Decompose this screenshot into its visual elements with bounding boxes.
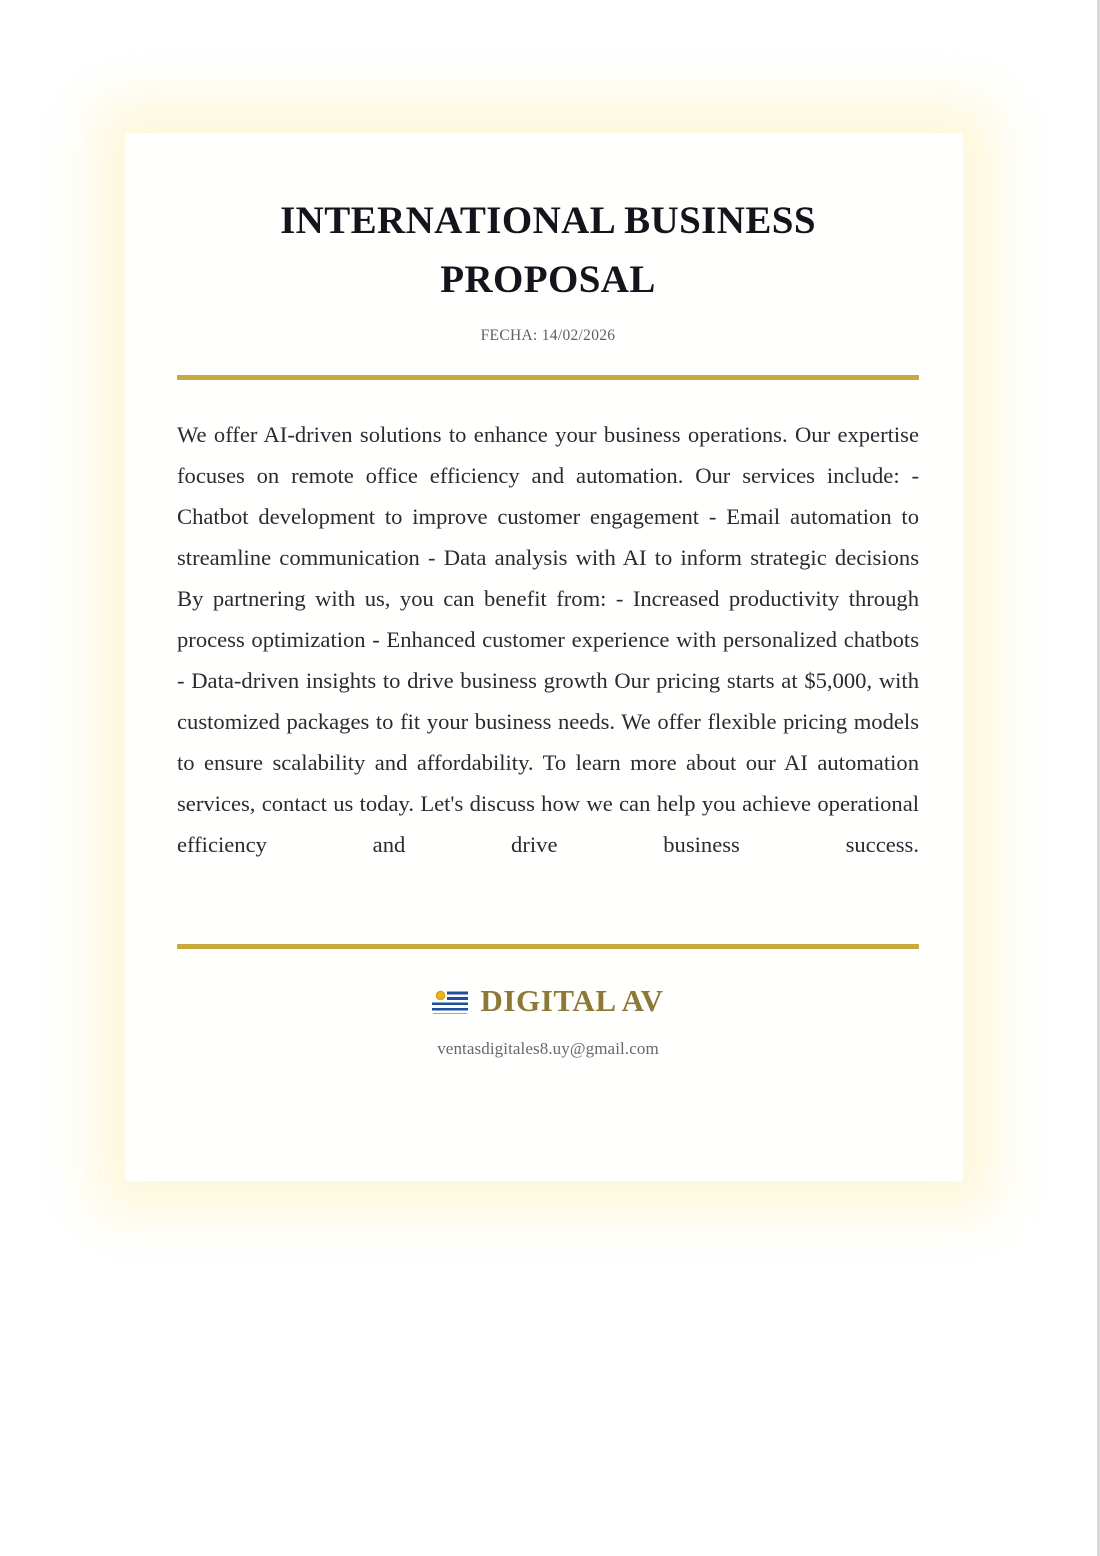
divider-bottom	[177, 944, 919, 949]
document-date: FECHA: 14/02/2026	[480, 327, 616, 344]
brand-name: DIGITAL AV	[480, 983, 664, 1018]
document-footer	[177, 983, 919, 1059]
contact-email[interactable]: ventasdigitales8.uy@gmail.com	[437, 1039, 659, 1058]
divider-top	[177, 375, 919, 380]
document-page	[125, 133, 963, 1181]
uruguay-flag-icon	[432, 989, 468, 1014]
page-title: INTERNATIONAL BUSINESS PROPOSAL	[280, 199, 816, 301]
proposal-body-text: We offer AI-driven solutions to enhance your business operations. Our expertise focuses on remote office efficiency and automation. Our services include: - Chatbot development to improve customer engagement - Email automation to streamline communication - Data analysis with AI to inform strategic decisions By partnering with us, you can benefit from: - Increased productivity through process optimization - Enhanced customer experience with personalized chatbots - Data-driven insights to drive business growth Our pricing starts at $5,000, with customized packages to fit your business needs. We offer flexible pricing models to ensure scalability and affordability. To learn more about our AI automation services, contact us today. Let's discuss how we can help you achieve operational efficiency and drive business success.	[177, 422, 919, 857]
brand-lockup	[432, 983, 663, 1019]
document-content	[177, 133, 919, 1181]
